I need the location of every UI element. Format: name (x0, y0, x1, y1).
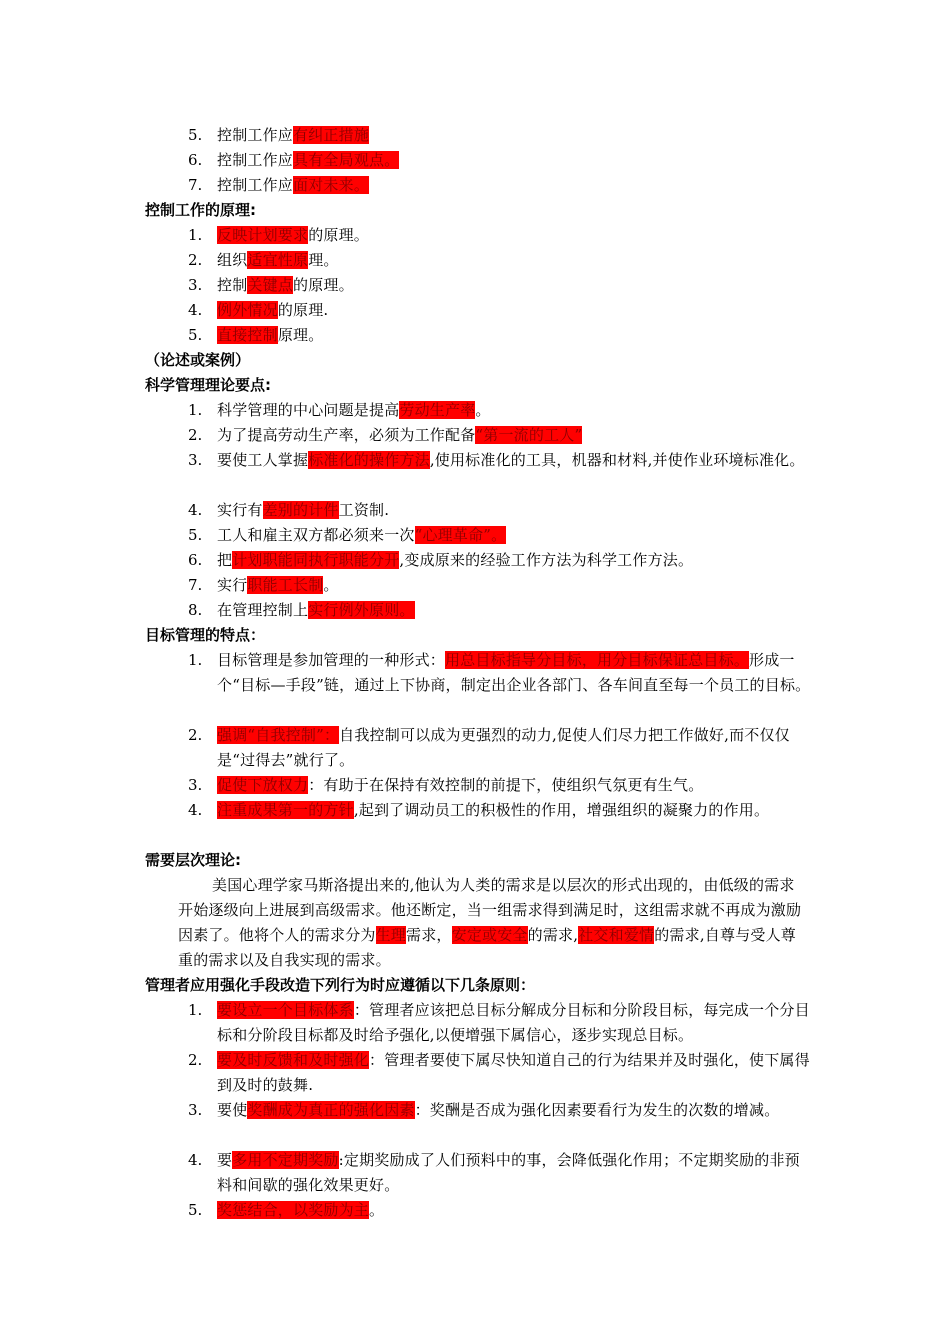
item-text: 科学管理的中心问题是提高 (217, 401, 400, 419)
list-number: 4. (188, 501, 203, 519)
list-item (145, 798, 815, 823)
highlighted-text: 适宜性原 (247, 251, 309, 269)
list-item (145, 123, 815, 148)
section-heading: 控制工作的原理: (145, 201, 256, 219)
list-number: 8. (188, 601, 203, 619)
list-item (145, 1048, 815, 1098)
item-text: 要使工人掌握 (217, 451, 309, 469)
item-text: :定期奖励成了人们预料中的事，会降低强化作用；不定期奖励的非预料和间歇的强化效果更好。 (217, 1151, 800, 1194)
item-text: 。 (369, 1201, 385, 1219)
highlighted-text: 社交和爱情 (578, 926, 655, 944)
item-text: 控制工作应 (217, 126, 294, 144)
highlighted-text: 面对未来。 (293, 176, 370, 194)
highlighted-text: 标准化的操作方法 (308, 451, 430, 469)
list-number: 3. (188, 1101, 203, 1119)
highlighted-text: 用总目标指导分目标，用分目标保证总目标。 (445, 651, 750, 669)
item-text: ：有助于在保持有效控制的前提下，使组织气氛更有生气。 (308, 776, 704, 794)
item-text: 控制工作应 (217, 176, 294, 194)
list-number: 3. (188, 776, 203, 794)
highlighted-text: 奖酬成为真正的强化因素 (247, 1101, 415, 1119)
list-item (145, 548, 815, 573)
highlighted-text: 要及时反馈和及时强化 (217, 1051, 370, 1069)
list-item (145, 398, 815, 423)
list-item (145, 498, 815, 523)
highlighted-text: 生理 (375, 926, 407, 944)
item-text: ：奖酬是否成为强化因素要看行为发生的次数的增减。 (414, 1101, 780, 1119)
highlighted-text: 实行例外原则。 (308, 601, 415, 619)
list-number: 7. (188, 576, 203, 594)
item-text: 。 (475, 401, 491, 419)
highlighted-text: 直接控制 (217, 326, 278, 344)
item-text: 要 (217, 1151, 233, 1169)
list-number: 5. (188, 526, 203, 544)
paragraph-text: 美国心理学家马斯洛提出来的,他认为人类的需求是以层次的形式出现的，由低级的需求开始逐级向上进展到高级需求。他还断定，当一组需求得到满足时，这组需求就不再成为激励因素了。他将个人的需求分为 (178, 876, 802, 944)
item-text: 要使 (217, 1101, 248, 1119)
list-item (145, 173, 815, 198)
list-item (145, 598, 815, 623)
needs-paragraph (178, 873, 808, 973)
list-item (145, 1148, 815, 1198)
highlighted-text: 多用不定期奖励 (232, 1151, 339, 1169)
highlighted-text: 例外情况 (217, 301, 278, 319)
item-text: 控制工作应 (217, 151, 294, 169)
list-item (145, 1098, 815, 1123)
list-item (145, 998, 815, 1048)
item-text: 实行 (217, 576, 248, 594)
highlighted-text: 注重成果第一的方针 (217, 801, 354, 819)
list-number: 4. (188, 1151, 203, 1169)
section-heading: 需要层次理论: (145, 851, 241, 869)
list-item (145, 523, 815, 548)
highlighted-text: 具有全局观点。 (293, 151, 400, 169)
list-number: 3. (188, 276, 203, 294)
item-text: 自我控制可以成为更强烈的动力,促使人们尽力把工作做好,而不仅仅是“过得去”就行了。 (217, 726, 790, 769)
item-text: 工资制. (338, 501, 390, 519)
highlighted-text: 差别的计件 (262, 501, 339, 519)
item-text: 的原理. (277, 301, 329, 319)
list-number: 2. (188, 251, 203, 269)
item-text: 形成一个“目标—手段”链，通过上下协商，制定出企业各部门、各车间直至每一个员工的目标。 (217, 651, 811, 694)
list-item (145, 573, 815, 598)
item-text: 组织 (217, 251, 248, 269)
list-number: 2. (188, 426, 203, 444)
highlighted-text: 关键点 (247, 276, 294, 294)
highlighted-text: 职能工长制 (247, 576, 324, 594)
section-heading: 科学管理理论要点: (145, 376, 271, 394)
highlighted-text: 要设立一个目标体系 (217, 1001, 354, 1019)
paragraph-text: 的需求, (527, 926, 579, 944)
list-number: 5. (188, 326, 203, 344)
item-text: ：管理者要使下属尽快知道自己的行为结果并及时强化，使下属得到及时的鼓舞. (217, 1051, 810, 1094)
list-number: 1. (188, 651, 203, 669)
highlighted-text: “心理革命”。 (414, 526, 507, 544)
list-item (145, 723, 815, 773)
highlighted-text: “第一流的工人” (475, 426, 583, 444)
list-number: 1. (188, 226, 203, 244)
item-text: 把 (217, 551, 233, 569)
section-heading: （论述或案例） (145, 351, 251, 369)
list-item (145, 423, 815, 448)
item-text: 在管理控制上 (217, 601, 309, 619)
list-number: 5. (188, 126, 203, 144)
highlighted-text: 劳动生产率 (399, 401, 476, 419)
list-number: 4. (188, 801, 203, 819)
list-item (145, 148, 815, 173)
list-item (145, 223, 815, 248)
item-text: 目标管理是参加管理的一种形式： (217, 651, 446, 669)
item-text: 。 (323, 576, 339, 594)
list-item (145, 323, 815, 348)
list-item (145, 648, 815, 698)
item-text: 为了提高劳动生产率，必须为工作配备 (217, 426, 476, 444)
highlighted-text: 有纠正措施 (293, 126, 370, 144)
list-number: 1. (188, 1001, 203, 1019)
list-number: 6. (188, 151, 203, 169)
item-text: ,变成原来的经验工作方法为科学工作方法。 (399, 551, 694, 569)
highlighted-text: 安定或安全 (451, 926, 528, 944)
item-text: 的原理。 (308, 226, 370, 244)
highlighted-text: 强调“自我控制”： (217, 726, 340, 744)
item-text: 原理。 (277, 326, 324, 344)
list-number: 4. (188, 301, 203, 319)
list-number: 3. (188, 451, 203, 469)
list-number: 5. (188, 1201, 203, 1219)
list-item (145, 448, 815, 473)
item-text: 工人和雇主双方都必须来一次 (217, 526, 415, 544)
section-heading: 目标管理的特点： (145, 626, 266, 644)
item-text: 实行有 (217, 501, 263, 519)
item-text: ,使用标准化的工具，机器和材料,并使作业环境标准化。 (429, 451, 805, 469)
item-text: ,起到了调动员工的积极性的作用，增强组织的凝聚力的作用。 (353, 801, 770, 819)
list-number: 7. (188, 176, 203, 194)
highlighted-text: 计划职能同执行职能分开 (232, 551, 400, 569)
paragraph-text: 的需求,自尊与受人尊重的需求以及自我实现的需求。 (178, 926, 797, 969)
list-item (145, 248, 815, 273)
list-item (145, 773, 815, 798)
highlighted-text: 促使下放权力 (217, 776, 309, 794)
item-text: 的原理。 (293, 276, 354, 294)
list-number: 2. (188, 1051, 203, 1069)
section-heading: 管理者应用强化手段改造下列行为时应遵循以下几条原则： (145, 976, 536, 994)
highlighted-text: 奖惩结合，以奖励为主 (217, 1201, 370, 1219)
item-text: ：管理者应该把总目标分解成分目标和分阶段目标，每完成一个分目标和分阶段目标都及时给予强化,以便增强下属信心，逐步实现总目标。 (217, 1001, 810, 1044)
list-number: 6. (188, 551, 203, 569)
item-text: 理。 (308, 251, 339, 269)
list-number: 1. (188, 401, 203, 419)
paragraph-text: 需求， (406, 926, 452, 944)
list-number: 2. (188, 726, 203, 744)
list-item (145, 298, 815, 323)
item-text: 控制 (217, 276, 248, 294)
list-item (145, 273, 815, 298)
list-item (145, 1198, 815, 1223)
highlighted-text: 反映计划要求 (217, 226, 309, 244)
